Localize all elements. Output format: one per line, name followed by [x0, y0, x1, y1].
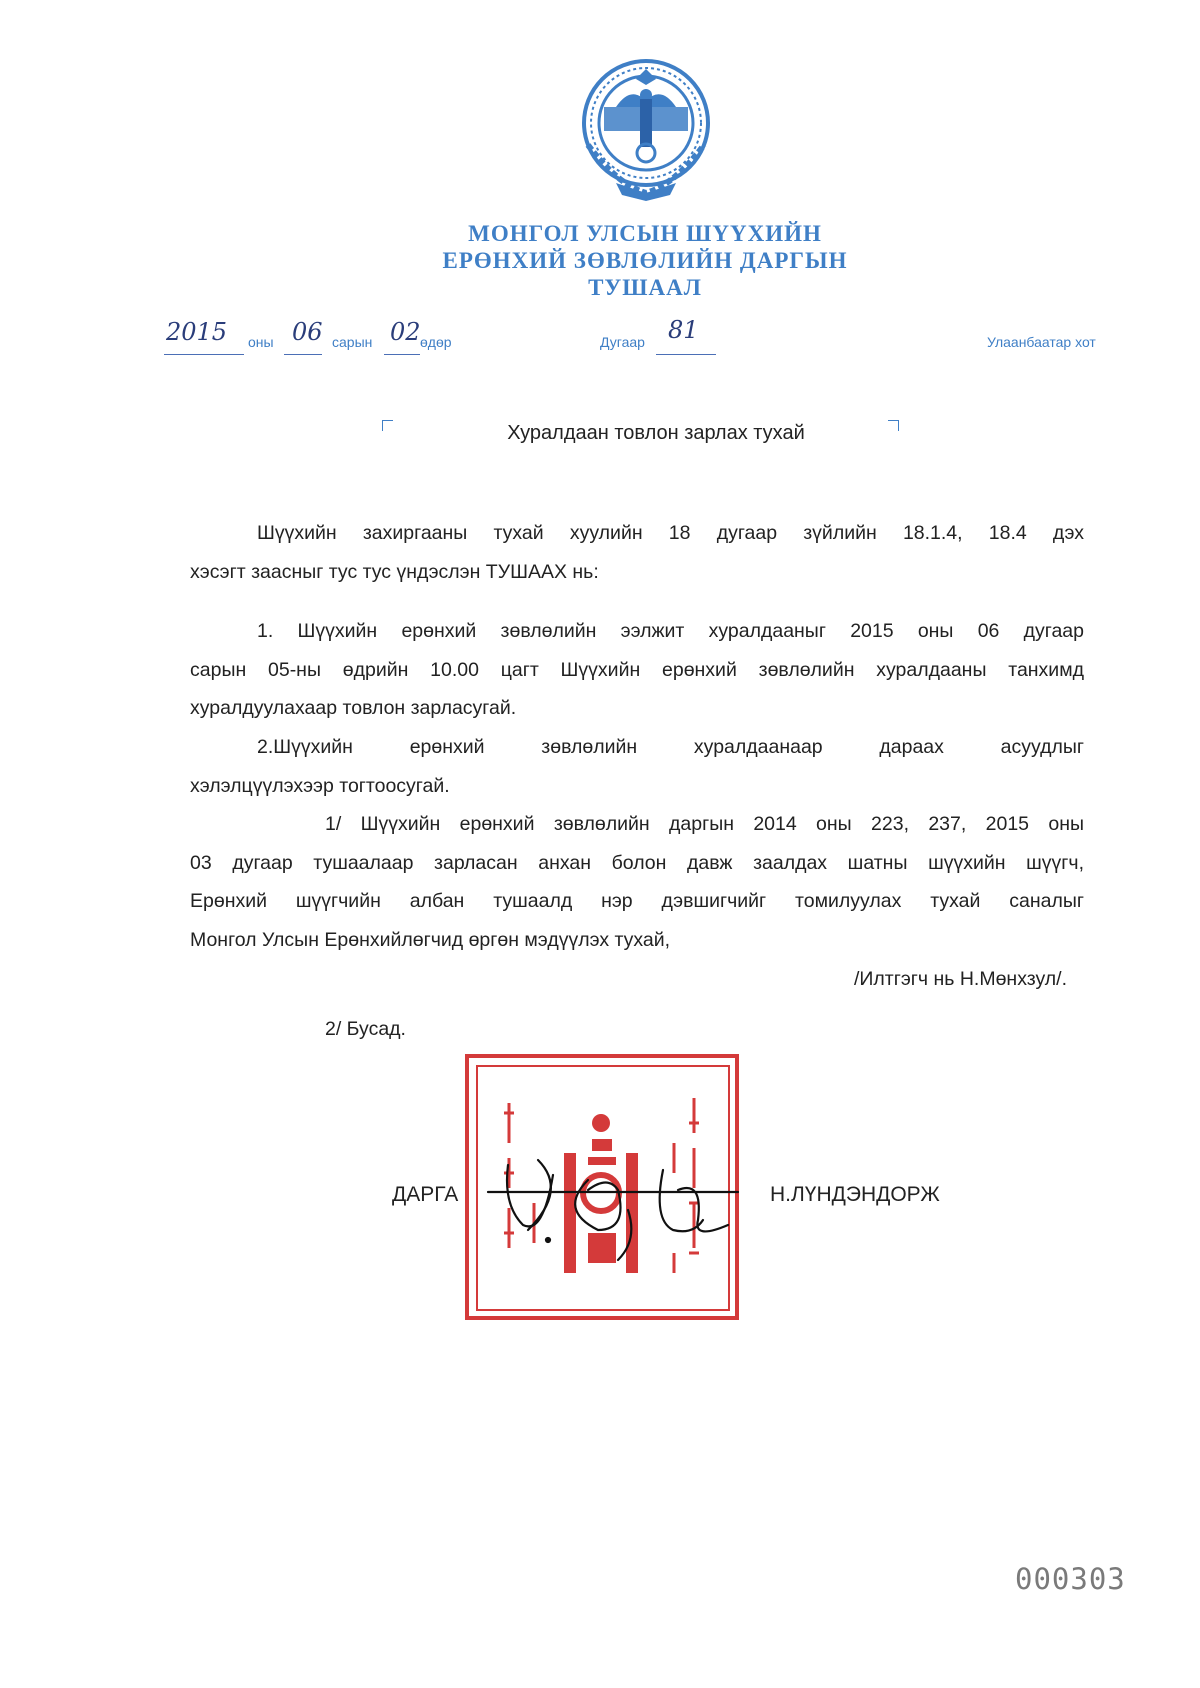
other-item: 2/ Бусад. [325, 1018, 406, 1040]
date-year-label: оны [248, 334, 274, 350]
date-day: 02 [390, 318, 421, 346]
handwritten-signature [478, 1150, 753, 1270]
date-month: 06 [292, 318, 323, 346]
header-line-3: ТУШААЛ [588, 275, 702, 300]
number-label: Дугаар [600, 334, 645, 350]
state-emblem-icon [576, 55, 716, 205]
date-month-label: сарын [332, 334, 373, 350]
document-title: Хуралдаан товлон зарлах тухай [507, 422, 805, 444]
paragraph-1: Шүүхийн захиргааны тухай хуулийн 18 дугаар зүйлийн 18.1.4, 18.4 дэх хэсэгт заасныг тус тус үндэслэн ТУШААХ нь: [190, 522, 1084, 583]
signatory-name: Н.ЛҮНДЭНДОРЖ [770, 1183, 940, 1206]
paragraph-2: 1. Шүүхийн ерөнхий зөвлөлийн ээлжит хуралдааныг 2015 оны 06 дугаар сарын 05-ны өдрийн 10.00 цагт Шүүхийн ерөнхий зөвлөлийн хуралдааны танхимд хуралдуулахаар товлон зарласугай. [190, 620, 1084, 719]
city: Улаанбаатар хот [987, 334, 1096, 350]
date-year: 2015 [166, 318, 228, 346]
header-line-2: ЕРӨНХИЙ ЗӨВЛӨЛИЙН ДАРГЫН [442, 248, 848, 273]
signatory-title: ДАРГА [392, 1183, 459, 1206]
date-day-label: өдөр [420, 334, 452, 350]
paragraph-3: 2.Шүүхийн ерөнхий зөвлөлийн хуралдаанаар дараах асуудлыг хэлэлцүүлэхээр тогтоосугай. [190, 736, 1084, 797]
document-serial-number: 000303 [1015, 1562, 1126, 1596]
paragraph-4: 1/ Шүүхийн ерөнхий зөвлөлийн даргын 2014 оны 223, 237, 2015 оны 03 дугаар тушаалаар зарласан анхан болон давж заалдах шатны шүүхийн шүүгч, Ерөнхий шүүгчийн албан тушаалд нэр дэвшигчийг томилуулах тухай саналыг Монгол Улсын Ерөнхийлөгчид өргөн мэдүүлэх тухай, [190, 813, 1084, 951]
order-number: 81 [668, 316, 699, 344]
header-line-1: МОНГОЛ УЛСЫН ШҮҮХИЙН [468, 221, 822, 246]
presenter-line: /Илтгэгч нь Н.Мөнхзул/. [854, 968, 1067, 990]
